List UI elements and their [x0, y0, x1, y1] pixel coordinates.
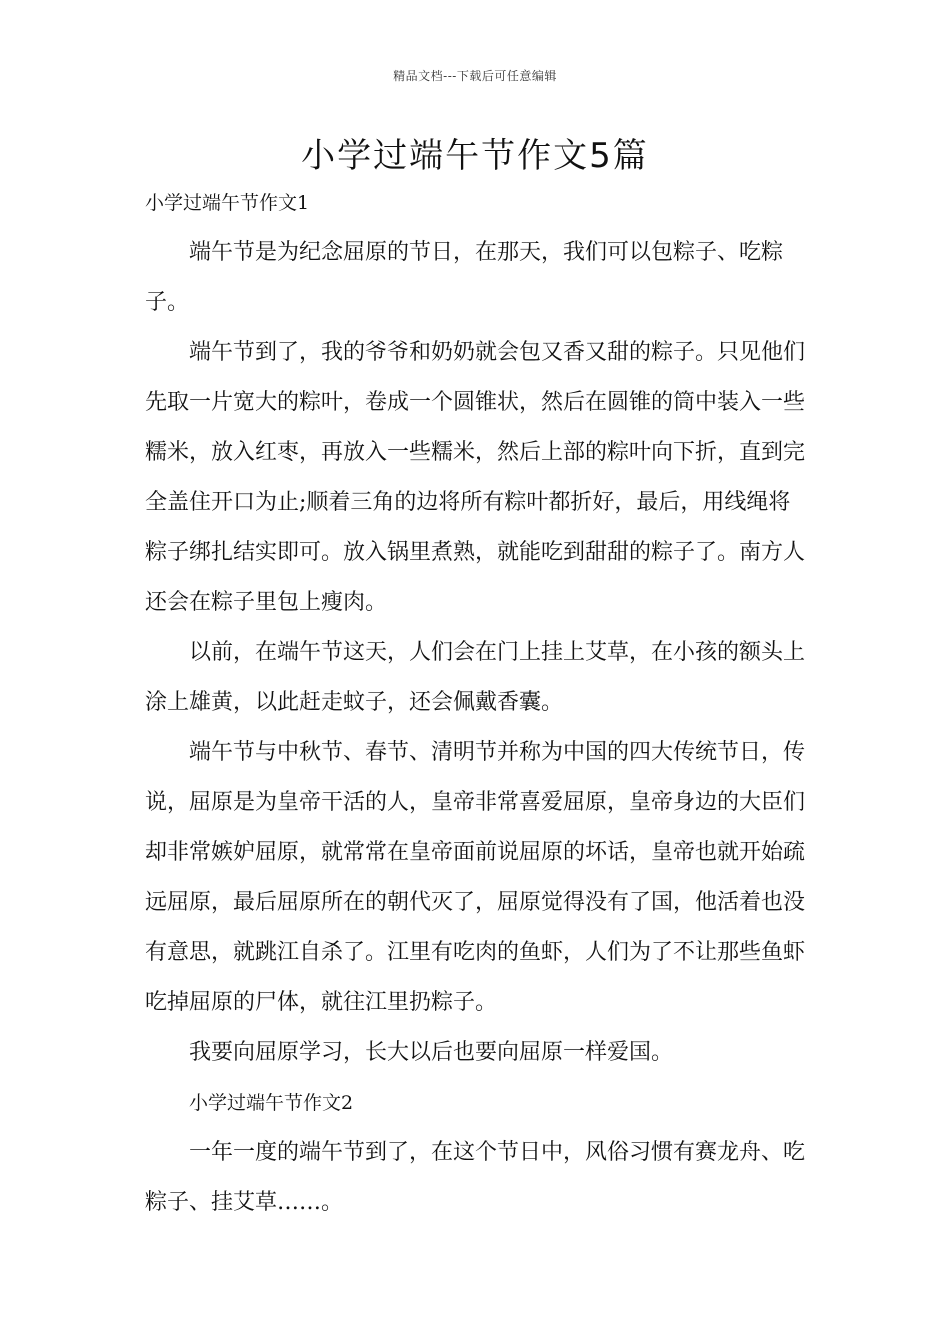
paragraph: 我要向屈原学习，长大以后也要向屈原一样爱国。	[189, 1040, 674, 1065]
paragraph: 一年一度的端午节到了，在这个节日中，风俗习惯有赛龙舟、吃粽子、挂艾草……。	[145, 1140, 806, 1215]
section-heading: 小学过端午节作文1	[145, 192, 310, 214]
paragraph: 端午节到了，我的爷爷和奶奶就会包又香又甜的粽子。只见他们先取一片宽大的粽叶，卷成一个圆锥状，然后在圆锥的筒中装入一些糯米，放入红枣，再放入一些糯米，然后上部的粽叶向下折，直到完全盖住开口为止;顺着三角的边将所有粽叶都折好，最后，用线绳将粽子绑扎结实即可。放入锅里煮熟，就能吃到甜甜的粽子了。南方人还会在粽子里包上瘦肉。	[145, 340, 806, 615]
paragraph: 端午节是为纪念屈原的节日，在那天，我们可以包粽子、吃粽子。	[145, 240, 784, 315]
section-heading: 小学过端午节作文2	[189, 1092, 354, 1114]
paragraph: 端午节与中秋节、春节、清明节并称为中国的四大传统节日，传说，屈原是为皇帝干活的人，皇帝非常喜爱屈原，皇帝身边的大臣们却非常嫉妒屈原，就常常在皇帝面前说屈原的坏话，皇帝也就开始疏远屈原，最后屈原所在的朝代灭了，屈原觉得没有了国，他活着也没有意思，就跳江自杀了。江里有吃肉的鱼虾，人们为了不让那些鱼虾吃掉屈原的尸体，就往江里扔粽子。	[145, 740, 806, 1015]
document-title: 小学过端午节作文5篇	[301, 136, 649, 176]
document-body	[145, 178, 810, 1228]
header-note: 精品文档---下载后可任意编辑	[393, 69, 557, 83]
paragraph: 以前，在端午节这天，人们会在门上挂上艾草，在小孩的额头上涂上雄黄，以此赶走蚊子，还会佩戴香囊。	[145, 640, 806, 715]
